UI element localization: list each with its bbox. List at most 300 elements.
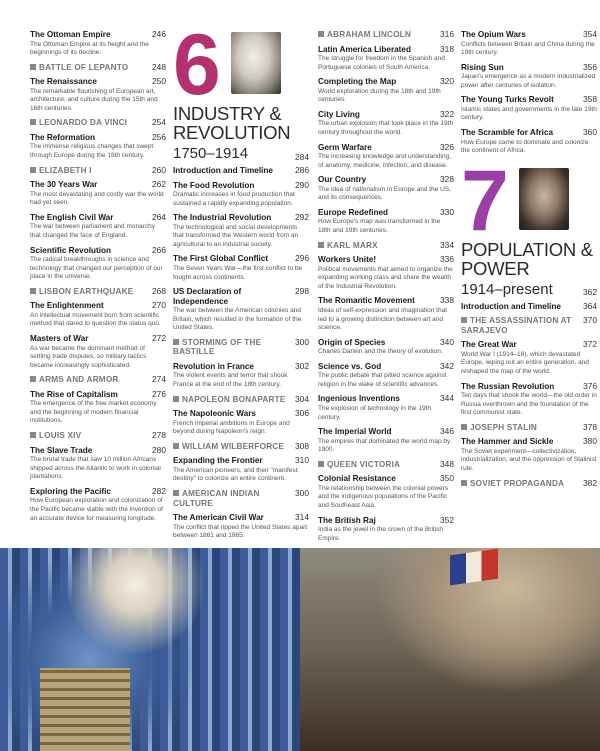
toc-entry[interactable] <box>461 302 597 312</box>
entry-title-text: The Industrial Revolution <box>173 213 272 223</box>
entry-description: The increasing knowledge and understanding, of anatomy, medicine, infection, and disease. <box>318 153 451 169</box>
chapter-header <box>461 152 597 298</box>
page-number: 300 <box>295 336 309 347</box>
page-number: 286 <box>295 165 309 175</box>
entry-description: The empires that dominated the world map by 1900. <box>318 437 451 454</box>
page-number: 350 <box>440 473 454 484</box>
toc-feature-entry[interactable] <box>461 479 597 489</box>
toc-feature-entry[interactable] <box>173 489 309 508</box>
entry-title-text: STORMING OF THE BASTILLE <box>173 337 262 357</box>
entry-heading-row <box>318 338 454 348</box>
entry-title <box>318 77 396 87</box>
toc-column-2 <box>173 17 309 546</box>
entry-description: The public debate that pitted science against religion in the wake of scientific advances. <box>318 372 447 388</box>
entry-title-text: Masters of War <box>30 334 89 343</box>
entry-title-text: Origin of Species <box>318 337 386 347</box>
entry-heading-row <box>318 394 454 404</box>
entry-title-text: Introduction and Timeline <box>461 301 561 311</box>
page-number: 352 <box>440 514 454 525</box>
entry-title <box>318 110 360 120</box>
entry-heading-row <box>461 382 597 392</box>
entry-description: Conflicts between Britain and China during the 19th century. <box>461 40 595 57</box>
entry-heading-row <box>30 301 166 311</box>
toc-entry[interactable] <box>318 338 454 357</box>
entry-heading-row <box>318 175 454 185</box>
entry-title <box>318 241 378 251</box>
toc-feature-entry[interactable] <box>30 118 166 128</box>
entry-description: World War I (1914–18), which devastated Europe, wiping out an entire generation, and reshaped the map of the world. <box>461 350 589 375</box>
page-number: 268 <box>152 285 166 296</box>
page-number: 322 <box>440 108 454 119</box>
toc-entry[interactable] <box>461 340 597 376</box>
entry-title <box>173 254 268 264</box>
entry-description: As war became the dominant method of settling trade disputes, so military tactics became increasingly sophisticated. <box>30 344 147 369</box>
toc-entry[interactable] <box>461 128 597 156</box>
entry-title <box>173 213 271 223</box>
entry-title-text: The Opium Wars <box>461 30 526 39</box>
toc-entry[interactable] <box>318 208 454 236</box>
entry-description: The remarkable flourishing of European art, architecture, and culture during the 15th and 16th centuries. <box>30 87 158 112</box>
toc-entry[interactable] <box>173 166 309 176</box>
toc-feature-entry[interactable] <box>461 423 597 433</box>
entry-title <box>461 479 564 489</box>
entry-title <box>318 296 415 306</box>
entry-description: India as the jewel in the crown of the British Empire. <box>318 526 444 542</box>
chapter-graphic <box>461 152 597 249</box>
entry-description: The American pioneers, and their "manifest destiny" to colonize an entire continent. <box>173 466 298 483</box>
square-bullet-icon <box>173 396 179 402</box>
entry-title <box>30 487 111 497</box>
entry-heading-row <box>173 489 309 508</box>
entry-heading-row <box>173 181 309 191</box>
entry-title <box>30 246 111 256</box>
page-number: 304 <box>295 393 309 404</box>
entry-heading-row <box>173 213 309 223</box>
page-number: 382 <box>583 477 597 488</box>
page-number: 308 <box>295 440 309 451</box>
page-number: 290 <box>295 179 309 190</box>
page-number: 338 <box>440 295 454 306</box>
toc-entry[interactable] <box>30 133 166 161</box>
entry-title <box>461 63 504 73</box>
page-number: 330 <box>440 206 454 217</box>
entry-title-text: LEONARDO DA VINCI <box>39 118 128 128</box>
entry-description: The technological and social developments that transformed the Western world from an agricultural to an industrial society. <box>173 223 299 248</box>
entry-heading-row <box>461 479 597 489</box>
page-number: 326 <box>440 141 454 152</box>
entry-heading-row <box>30 287 166 297</box>
square-bullet-icon <box>461 480 467 486</box>
entry-title-text: JOSEPH STALIN <box>470 422 538 432</box>
entry-title-text: Europe Redefined <box>318 207 389 217</box>
entry-heading-row <box>318 474 454 484</box>
entry-description: An intellectual movement born from scientific method that dared to question the status quo. <box>30 311 161 328</box>
entry-heading-row <box>173 513 309 523</box>
entry-description: The Soviet experiment—collectivization, industrialization, and the oppression of Stalinist rule. <box>461 447 597 472</box>
entry-title-text: THE ASSASSINATION AT SARAJEVO <box>461 316 572 335</box>
entry-description: Political movements that aimed to organize the expanding working class and share the wealth of the Industrial Revolution. <box>318 265 453 290</box>
entry-heading-row <box>30 446 166 456</box>
entry-title-text: The Renaissance <box>30 77 97 87</box>
tricolor-flag <box>450 549 498 586</box>
page-number: 314 <box>295 512 309 522</box>
toc-column-3 <box>318 30 454 548</box>
toc-entry[interactable] <box>461 382 597 418</box>
entry-title <box>30 446 92 456</box>
entry-title-text: The Rise of Capitalism <box>30 389 118 399</box>
toc-feature-entry[interactable] <box>173 395 309 405</box>
page-number: 354 <box>583 29 597 39</box>
entry-title-text: LISBON EARTHQUAKE <box>39 286 134 296</box>
entry-title <box>461 30 526 40</box>
entry-heading-row <box>461 302 597 312</box>
entry-description: Dramatic increases in food production that sustained a rapidly expanding population. <box>173 191 295 207</box>
entry-heading-row <box>461 316 597 335</box>
page-number: 248 <box>152 61 166 72</box>
entry-title-text: City Living <box>318 109 360 119</box>
entry-heading-row <box>173 338 309 357</box>
chapter-header <box>173 17 309 162</box>
entry-title-text: The Imperial World <box>318 427 392 437</box>
toc-entry[interactable] <box>318 175 454 203</box>
toc-entry[interactable] <box>318 77 454 105</box>
entry-title-text: Colonial Resistance <box>318 474 396 484</box>
page-number: 348 <box>440 458 454 469</box>
entry-heading-row <box>318 296 454 306</box>
entry-title-text: Latin America Liberated <box>318 44 411 54</box>
entry-title-text: AMERICAN INDIAN CULTURE <box>173 489 260 508</box>
toc-entry[interactable] <box>318 516 454 544</box>
toc-entry[interactable] <box>30 487 166 523</box>
entry-description: The immense religious changes that swept through Europe during the 16th century. <box>30 143 154 160</box>
entry-heading-row <box>173 166 309 176</box>
entry-title <box>461 302 561 312</box>
toc-feature-entry[interactable] <box>30 166 166 176</box>
entry-heading-row <box>318 77 454 87</box>
entry-description: The urban explosion that took place in the 19th century throughout the world. <box>318 120 454 136</box>
square-bullet-icon <box>173 490 179 496</box>
square-bullet-icon <box>30 376 36 382</box>
entry-title <box>30 118 127 128</box>
toc-feature-entry[interactable] <box>173 338 309 357</box>
entry-heading-row <box>30 180 166 190</box>
entry-heading-row <box>318 208 454 218</box>
toc-entry[interactable] <box>30 446 166 482</box>
entry-description: The conflict that ripped the United States apart between 1861 and 1865. <box>173 523 308 540</box>
toc-feature-entry[interactable] <box>30 431 166 441</box>
chapter-dates: 1750–1914 <box>173 145 249 162</box>
page-number: 360 <box>583 127 597 138</box>
entry-title-text: The Scramble for Africa <box>461 128 554 138</box>
entry-heading-row <box>318 241 454 251</box>
entry-title-text: KARL MARX <box>327 240 378 250</box>
entry-title-text: The Enlightenment <box>30 301 104 311</box>
entry-description: The explosion of technology in the 19th century. <box>318 404 432 421</box>
entry-title-text: The Napoleonic Wars <box>173 409 256 419</box>
entry-title <box>461 382 554 392</box>
square-bullet-icon <box>30 167 36 173</box>
toc-entry[interactable] <box>318 143 454 171</box>
entry-title <box>30 77 97 87</box>
entry-description: The violent events and terror that shook France at the end of the 18th century. <box>173 372 288 389</box>
entry-description: Charles Darwin and the theory of evolution. <box>318 348 443 356</box>
entry-title <box>318 175 366 185</box>
entry-heading-row <box>318 516 454 526</box>
entry-heading-row <box>30 487 166 497</box>
page-number: 380 <box>583 436 597 447</box>
square-bullet-icon <box>30 64 36 70</box>
toc-entry[interactable] <box>318 474 454 510</box>
page-number: 280 <box>152 444 166 455</box>
toc-entry[interactable] <box>173 254 309 282</box>
toc-entry[interactable] <box>30 213 166 241</box>
page-number: 344 <box>440 393 454 404</box>
toc-feature-entry[interactable] <box>461 316 597 335</box>
page-number: 356 <box>583 61 597 72</box>
toc-entry[interactable] <box>30 77 166 113</box>
mosque-interior-image <box>0 548 300 751</box>
entry-heading-row <box>461 423 597 433</box>
entry-description: The brutal trade that saw 10 million Africans shipped across the Atlantic to work in colonial plantations. <box>30 456 161 481</box>
entry-heading-row <box>30 77 166 87</box>
toc-entry[interactable] <box>173 513 309 541</box>
entry-heading-row <box>461 437 597 447</box>
entry-title-text: Our Country <box>318 175 367 185</box>
entry-title <box>30 166 92 176</box>
page-number: 298 <box>295 286 309 297</box>
entry-heading-row <box>318 427 454 437</box>
entry-heading-row <box>318 460 454 470</box>
toc-entry[interactable] <box>318 255 454 291</box>
toc-entry[interactable] <box>173 409 309 437</box>
toc-entry[interactable] <box>30 180 166 208</box>
entry-title-text: The Food Revolution <box>173 180 255 190</box>
chapter-dates: 1914–present <box>461 280 553 298</box>
toc-entry[interactable] <box>30 390 166 426</box>
entry-title <box>30 213 113 223</box>
toc-entry[interactable] <box>30 246 166 282</box>
toc-entry[interactable] <box>318 362 454 390</box>
page-number: 306 <box>295 408 309 419</box>
marble-bust-icon <box>231 32 281 94</box>
entry-heading-row <box>30 375 166 385</box>
entry-description: The Seven Years War—the first conflict to be fought across continents. <box>173 264 303 281</box>
entry-title <box>30 301 104 311</box>
toc-entry[interactable] <box>318 110 454 138</box>
entry-title <box>30 133 95 143</box>
entry-title-text: The Ottoman Empire <box>30 30 111 39</box>
square-bullet-icon <box>30 288 36 294</box>
page-number: 266 <box>152 244 166 255</box>
chapter-dates-row[interactable] <box>173 145 309 162</box>
entry-description: The most devastating and costly war the world had yet seen. <box>30 190 164 207</box>
entry-title <box>461 423 537 433</box>
square-bullet-icon <box>461 424 467 430</box>
entry-heading-row <box>30 63 166 73</box>
page-number: 310 <box>295 455 309 466</box>
chapter-number: 6 <box>173 17 221 113</box>
toc-feature-entry[interactable] <box>30 63 166 73</box>
entry-description: The radical breakthroughs in science and technology that changed our perception of our place in the universe. <box>30 256 163 281</box>
entry-title <box>318 143 372 153</box>
entry-title-text: Germ Warfare <box>318 142 372 152</box>
chapter-number: 7 <box>461 152 509 249</box>
chapter-graphic <box>173 17 309 113</box>
stalin-portrait-icon <box>519 168 569 230</box>
entry-title <box>173 489 291 508</box>
entry-description: Japan's emergence as a modern industrialized power after centuries of isolation. <box>461 73 596 89</box>
toc-entry[interactable] <box>173 362 309 390</box>
entry-title <box>318 338 385 348</box>
toc-entry[interactable] <box>30 334 166 370</box>
toc-entry[interactable] <box>173 287 309 333</box>
toc-feature-entry[interactable] <box>318 460 454 470</box>
toc-entry[interactable] <box>173 213 309 249</box>
chapter-page: 284 <box>295 151 309 162</box>
toc-column-4 <box>461 30 597 493</box>
page-number: 328 <box>440 174 454 185</box>
entry-heading-row <box>173 456 309 466</box>
entry-title-text: ARMS AND ARMOR <box>39 375 119 385</box>
page-number: 334 <box>440 239 454 250</box>
entry-title <box>30 180 97 190</box>
entry-title-text: ABRAHAM LINCOLN <box>327 30 411 39</box>
entry-title-text: The 30 Years War <box>30 180 98 190</box>
entry-heading-row <box>30 133 166 143</box>
entry-title-text: The English Civil War <box>30 212 114 222</box>
entry-title <box>30 63 128 73</box>
entry-title-text: ELIZABETH I <box>39 165 92 175</box>
toc-feature-entry[interactable] <box>173 442 309 452</box>
page-number: 358 <box>583 94 597 105</box>
entry-title <box>173 395 286 405</box>
toc-entry[interactable] <box>461 63 597 91</box>
page-number: 372 <box>583 339 597 350</box>
entry-description: How Europe came to dominate and colonize the continent of Africa. <box>461 138 589 155</box>
entry-title <box>30 375 119 385</box>
entry-title-text: US Declaration of Independence <box>173 287 242 306</box>
page-number: 270 <box>152 300 166 311</box>
toc-entry[interactable] <box>30 30 166 58</box>
toc-entry[interactable] <box>318 394 454 422</box>
square-bullet-icon <box>318 31 324 37</box>
page-number: 250 <box>152 76 166 87</box>
page-number: 276 <box>152 388 166 399</box>
entry-title <box>318 45 411 55</box>
page-number: 262 <box>152 179 166 190</box>
page-number: 300 <box>295 488 309 498</box>
toc-entry[interactable] <box>461 30 597 58</box>
entry-title-text: QUEEN VICTORIA <box>327 459 401 469</box>
entry-heading-row <box>30 118 166 128</box>
entry-title-text: Expanding the Frontier <box>173 456 263 466</box>
toc-feature-entry[interactable] <box>30 375 166 385</box>
entry-heading-row <box>30 431 166 441</box>
entry-title <box>461 437 553 447</box>
entry-title <box>461 340 517 350</box>
entry-heading-row <box>30 334 166 344</box>
page-number: 264 <box>152 211 166 222</box>
entry-title <box>318 516 376 526</box>
entry-title-text: Workers Unite! <box>318 255 377 265</box>
entry-heading-row <box>30 30 166 40</box>
toc-entry[interactable] <box>30 301 166 329</box>
entry-title <box>318 362 381 372</box>
entry-title <box>461 95 554 105</box>
toc-entry[interactable] <box>318 296 454 332</box>
toc-entry[interactable] <box>318 45 454 73</box>
toc-entry[interactable] <box>173 181 309 209</box>
entry-title <box>461 128 553 138</box>
entry-description: World exploration during the 18th and 19th centuries. <box>318 87 441 104</box>
toc-feature-entry[interactable] <box>318 241 454 251</box>
toc-entry[interactable] <box>318 427 454 455</box>
entry-title <box>173 513 264 523</box>
entry-title-text: Completing the Map <box>318 77 397 87</box>
entry-heading-row <box>461 95 597 105</box>
page-number: 296 <box>295 253 309 264</box>
entry-title-text: NAPOLEON BONAPARTE <box>182 394 286 404</box>
entry-title <box>173 287 291 306</box>
page-number: 272 <box>152 333 166 343</box>
entry-title <box>318 427 392 437</box>
page-number: 336 <box>440 254 454 265</box>
chapter-dates-row[interactable] <box>461 281 597 298</box>
entry-title-text: The Romantic Movement <box>318 296 415 306</box>
page-number: 278 <box>152 430 166 441</box>
entry-title-text: Rising Sun <box>461 62 504 72</box>
entry-heading-row <box>173 395 309 405</box>
entry-title-text: Science vs. God <box>318 361 382 371</box>
page-number: 274 <box>152 374 166 385</box>
entry-description: Ideas of self-expression and imagination that led to a growing distinction between art and science. <box>318 306 447 332</box>
entry-heading-row <box>461 340 597 350</box>
toc-entry[interactable] <box>461 95 597 123</box>
page-number: 370 <box>583 315 597 326</box>
page-number: 342 <box>440 360 454 371</box>
entry-description: The war between parliament and monarchy that changed the face of England. <box>30 223 156 239</box>
square-bullet-icon <box>461 317 467 323</box>
toc-entry[interactable] <box>461 437 597 473</box>
entry-description: Ten days that shook the world—the old order in Russia overthrown and the foundation of the first communist state. <box>461 392 597 417</box>
chapter-title: INDUSTRY & REVOLUTION <box>173 103 291 143</box>
entry-title-text: The Young Turks Revolt <box>461 95 554 105</box>
toc-feature-entry[interactable] <box>318 30 454 40</box>
entry-description: The relationship between the colonial powers and the indigenous populations of the Pacific and Southeast Asia. <box>318 484 449 510</box>
page-number: 364 <box>583 300 597 311</box>
entry-heading-row <box>318 143 454 153</box>
page-number: 346 <box>440 426 454 437</box>
entry-description: The emergence of the free market economy and the beginning of modern financial institutions. <box>30 400 157 425</box>
page-number: 340 <box>440 336 454 347</box>
entry-description: The Ottoman Empire at its height and the beginnings of its decline. <box>30 40 149 57</box>
liberty-leading-the-people-image <box>300 548 600 751</box>
entry-title-text: The Hammer and Sickle <box>461 437 554 447</box>
entry-title-text: The Slave Trade <box>30 445 93 455</box>
page-number: 378 <box>583 421 597 432</box>
entry-heading-row <box>318 45 454 55</box>
entry-title-text: Revolution in France <box>173 361 254 371</box>
toc-entry[interactable] <box>173 456 309 484</box>
entry-heading-row <box>461 30 597 40</box>
entry-heading-row <box>318 110 454 120</box>
toc-feature-entry[interactable] <box>30 287 166 297</box>
entry-title-text: The Reformation <box>30 132 96 142</box>
entry-heading-row <box>173 442 309 452</box>
page-number: 254 <box>152 117 166 128</box>
entry-description: French imperial ambitions in Europe and beyond during Napoleon's reign. <box>173 419 290 436</box>
entry-title <box>318 394 400 404</box>
